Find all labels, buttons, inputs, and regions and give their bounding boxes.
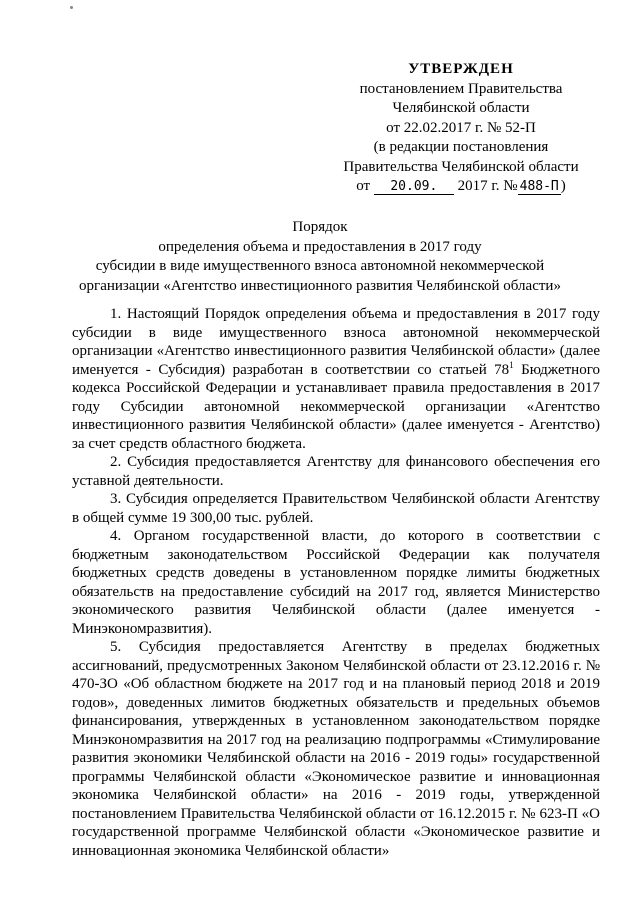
title-line-4: организации «Агентство инвестиционного развития Челябинской области» — [79, 277, 561, 294]
handwritten-number: 488-П — [519, 179, 559, 194]
approval-line-2: Челябинской области — [392, 100, 530, 116]
handwritten-date: 20.09. — [374, 179, 454, 195]
title-line-2: определения объема и предоставления в 2017 году — [158, 238, 482, 255]
paragraph-2: 2. Субсидия предоставляется Агентству для финансового обеспечения его уставной деятельности. — [72, 454, 600, 489]
title-line-1: Порядок — [292, 219, 348, 235]
title-line-3: субсидии в виде имущественного взноса автономной некоммерческой — [95, 258, 545, 274]
approval-line-3: от 22.02.2017 г. № 52-П — [386, 119, 536, 136]
scan-speck — [70, 6, 73, 9]
paragraph-3: 3. Субсидия определяется Правительством Челябинской области Агентству в общей сумме 19 300,00 тыс. рублей. — [72, 491, 600, 526]
paragraph-5: 5. Субсидия предоставляется Агентству в пределах бюджетных ассигнований, предусмотренных Законом Челябинской области от 23.12.2016 г. № 470-ЗО «Об областном бюджете на 2017 год и на плановый период 2018 и 2019 годов», доведенных лимитов бюджетных обязательств и предельных объемов финансирования, утвержденных в установленном законодательством порядке Минэкономразвития на 2017 год на реализацию подпрограммы «Стимулирование развития экономики Челябинской области на 2016 - 2019 годы» государственной программы Челябинской области «Экономическое развитие и инновационная экономика Челябинской области» на 2016 - 2019 годы, утвержденной постановлением Правительства Челябинской области от 16.12.2015 г. № 623-П «О государственной программе Челябинской области «Экономическое развитие и инновационная экономика Челябинской области» — [72, 639, 600, 859]
approval-line-4: (в редакции постановления — [373, 139, 549, 155]
paragraph-1-part-a: 1. Настоящий Порядок определения объема и предоставления в 2017 году субсидии в виде имущественного взноса автономной некоммерческой организации «Агентство инвестиционного развития Челябинской области» (далее именуется - Субсидия) разработан в соответствии со статьей 78 — [72, 306, 600, 378]
approval-line-5: Правительства Челябинской области — [343, 158, 579, 175]
closing-paren: ) — [560, 178, 566, 194]
paragraph-4: 4. Органом государственной власти, до которого в соответствии с бюджетным законодательством Российской Федерации как получателя бюджетных средств доведены в установленном порядке лимиты бюджетных обязательств на предоставление субсидий на 2017 год, является Министерство экономического развития Челябинской области (далее именуется - Минэкономразвития). — [72, 528, 600, 637]
paragraph-1-superscript: 1 — [509, 359, 514, 370]
paragraph-1 — [72, 305, 600, 453]
date-year: 2017 г. № — [457, 178, 518, 194]
approval-date-line — [330, 177, 592, 197]
paragraph-1-part-b: Бюджетного кодекса Российской Федерации и устанавливает правила предоставления в 2017 году Субсидии автономной некоммерческой организации «Агентство инвестиционного развития Челябинской области» (далее именуется - Агентство) за счет средств областного бюджета. — [72, 361, 600, 452]
approval-line-1: постановлением Правительства — [359, 80, 563, 97]
document-title — [70, 218, 570, 296]
date-prefix: от — [356, 178, 371, 194]
approval-block — [330, 60, 592, 197]
document-body — [72, 305, 600, 860]
approval-heading: УТВЕРЖДЕН — [408, 61, 514, 77]
